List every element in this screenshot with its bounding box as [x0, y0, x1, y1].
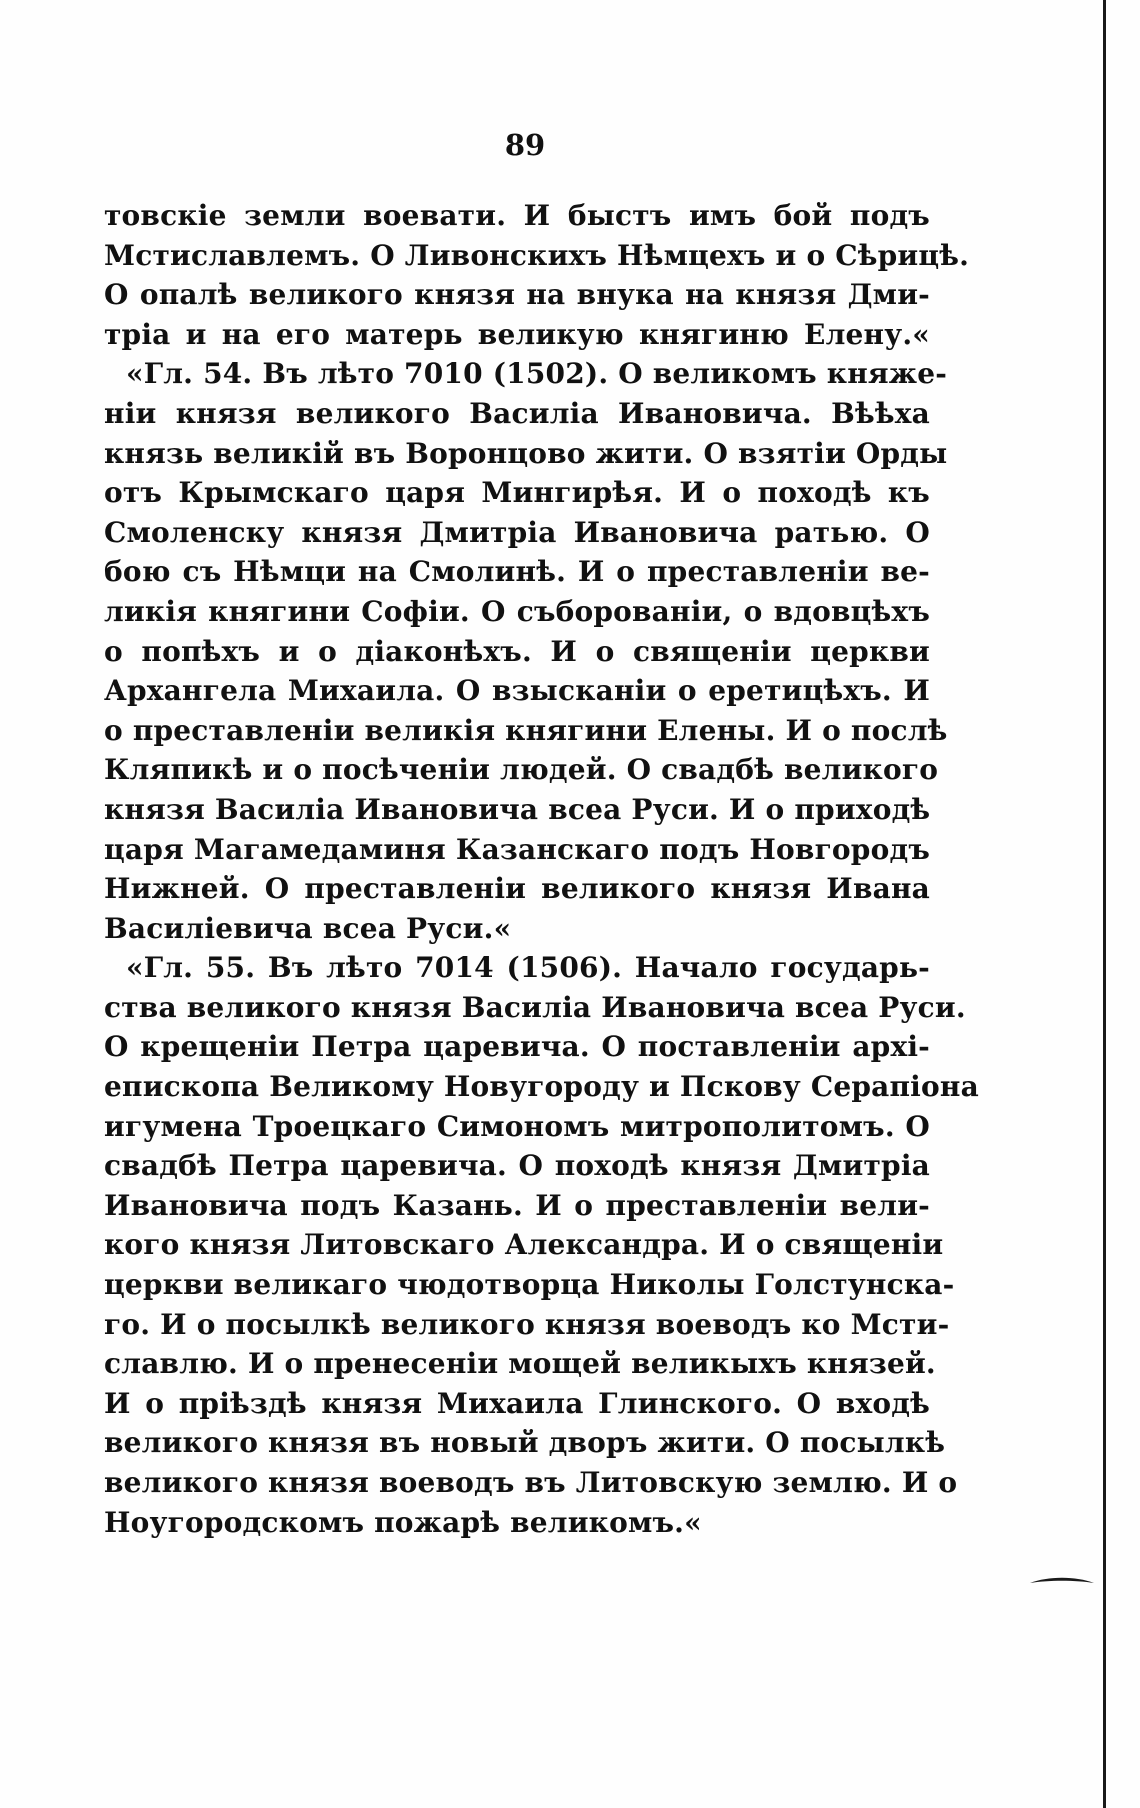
text-line: Нижней. О преставленіи великого князя Ивана	[104, 872, 930, 906]
text-line: великого князя воеводъ въ Литовскую землю. И о	[104, 1466, 958, 1499]
page-edge-line	[1103, 0, 1106, 1808]
text-line: го. И о посылкѣ великого князя воеводъ ко Мсти-	[104, 1307, 950, 1341]
text-line: Мстиславлемъ. О Ливонскихъ Нѣмцехъ и о Сѣрицѣ.	[104, 238, 970, 272]
text-line: Ноугородскомъ пожарѣ великомъ.«	[104, 1505, 702, 1539]
page-number: 89	[504, 128, 546, 162]
ornament-dash	[1028, 1574, 1096, 1586]
text-line: епископа Великому Новугороду и Пскову Серапіона	[104, 1070, 979, 1104]
text-line: игумена Троецкаго Симономъ митрополитомъ. О	[104, 1109, 930, 1143]
text-line: князь великій въ Воронцово жити. О взятіи Орды	[104, 436, 948, 470]
text-line: о попѣхъ и о діаконѣхъ. И о священіи церкви	[104, 634, 930, 668]
text-line: тріа и на его матерь великую княгиню Елену.«	[104, 317, 930, 351]
text-line: И о пріѣздѣ князя Михаила Глинского. О входѣ	[104, 1386, 930, 1420]
text-line: свадбѣ Петра царевича. О походѣ князя Дмитріа	[104, 1149, 930, 1183]
text-line: ликія княгини Софіи. О съборованіи, о вдовцѣхъ	[104, 594, 930, 628]
text-line: Ивановича подъ Казань. И о преставленіи вели-	[104, 1188, 930, 1222]
text-line: ніи князя великого Василіа Ивановича. Вѣѣха	[104, 396, 930, 430]
text-line: Кляпикѣ и о посѣченіи людей. О свадбѣ великого	[104, 753, 939, 787]
text-line: о преставленіи великія княгини Елены. И о послѣ	[104, 713, 948, 747]
text-line: отъ Крымскаго царя Мингирѣя. И о походѣ къ	[104, 476, 930, 510]
text-line: Архангела Михаила. О взысканіи о еретицѣхъ. И	[104, 674, 930, 708]
text-line: великого князя въ новый дворъ жити. О посылкѣ	[104, 1426, 946, 1460]
text-line: «Гл. 54. Въ лѣто 7010 (1502). О великомъ княже-	[126, 357, 948, 391]
text-line: товскіе земли воевати. И быстъ имъ бой подъ	[104, 199, 930, 232]
body-text	[104, 196, 979, 1542]
text-line: церкви великаго чюдотворца Николы Голстунска-	[104, 1268, 955, 1302]
text-line: Василіевича всеа Руси.«	[104, 911, 512, 945]
text-line: О опалѣ великого князя на внука на князя Дми-	[104, 278, 930, 312]
text-line: ства великого князя Василіа Ивановича всеа Руси.	[104, 990, 966, 1024]
text-line: кого князя Литовскаго Александра. И о священіи	[104, 1228, 944, 1262]
text-line: О крещеніи Петра царевича. О поставленіи архі-	[104, 1030, 930, 1064]
text-line: царя Магамедаминя Казанскаго подъ Новгородъ	[104, 832, 930, 866]
text-line: бою съ Нѣмци на Смолинѣ. И о преставленіи ве-	[104, 555, 930, 589]
text-line: славлю. И о пренесеніи мощей великыхъ князей.	[104, 1347, 936, 1381]
text-line: Смоленску князя Дмитріа Ивановича ратью. О	[104, 515, 930, 549]
text-line: «Гл. 55. Въ лѣто 7014 (1506). Начало государь-	[126, 951, 930, 985]
text-line: князя Василіа Ивановича всеа Руси. И о приходѣ	[104, 792, 931, 826]
